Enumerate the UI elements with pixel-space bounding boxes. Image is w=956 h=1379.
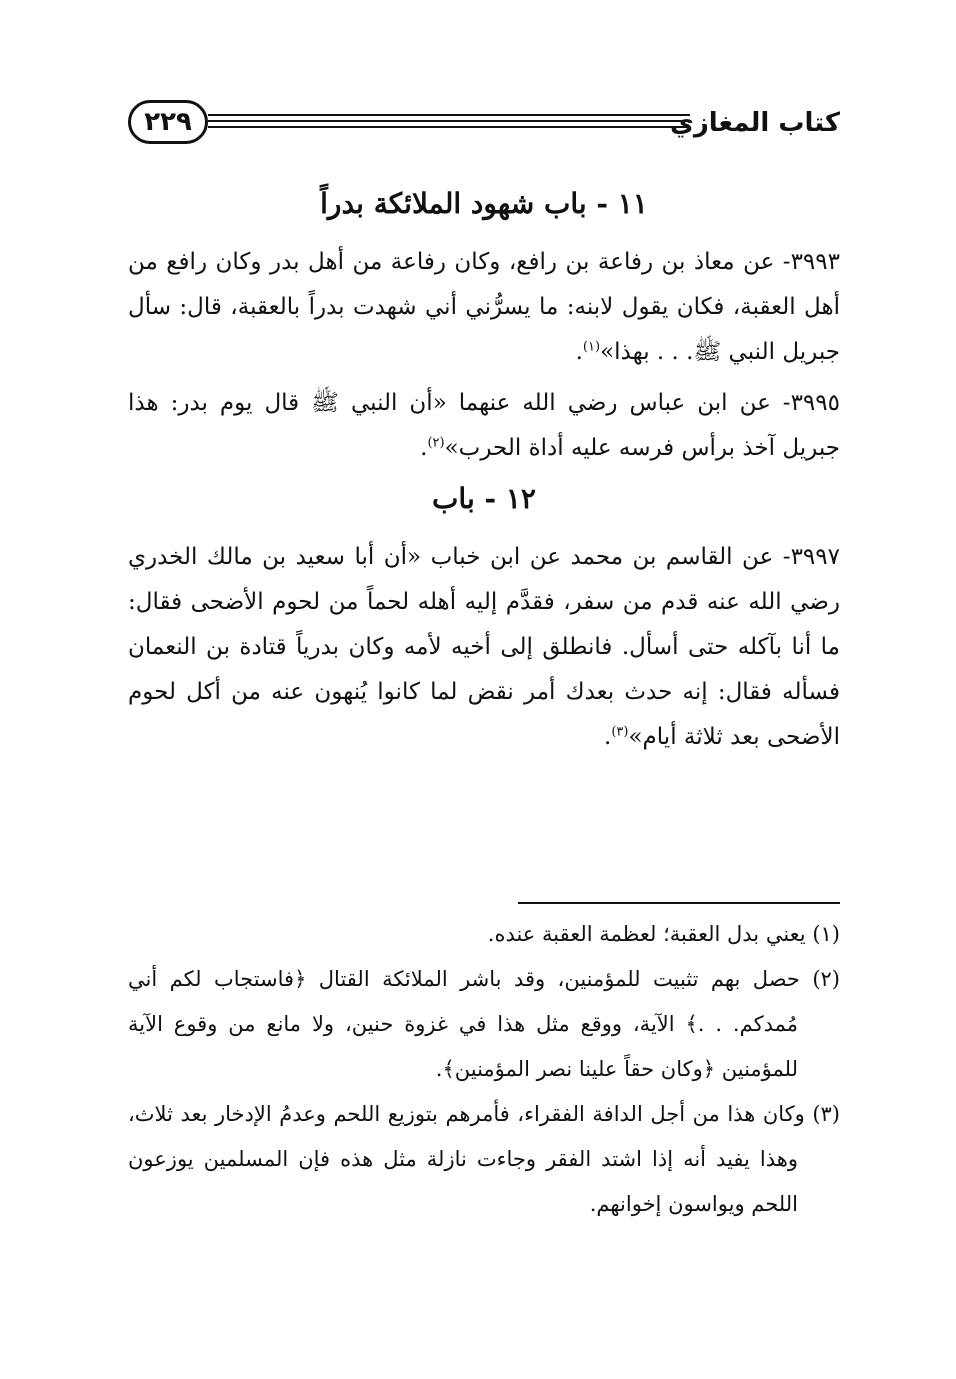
hadith-tail: . — [575, 339, 583, 365]
hadith-paragraph — [128, 535, 840, 760]
hadith-tail: . — [420, 435, 428, 461]
hadith-paragraph — [128, 240, 840, 375]
footnote: (٢) حصل بهم تثبيت للمؤمنين، وقد باشر الملائكة القتال ﴿فاستجاب لكم أني مُمدكم. . .﴾ الآية، ووقع مثل هذا في غزوة حنين، ولا مانع من وقوع الآية للمؤمنين ﴿وكان حقاً علينا نصر المؤمنين﴾. — [128, 967, 840, 1081]
hadith-text: ٣٩٩٧- عن القاسم بن محمد عن ابن خباب «أن أبا سعيد بن مالك الخدري رضي الله عنه قدم من سفر، فقدَّم إليه أهله لحماً من لحوم الأضحى فقال: ما أنا بآكله حتى أسأل. فانطلق إلى أخيه لأمه وكان بدرياً قتادة بن النعمان فسأله فقال: إنه حدث بعدك أمر نقض لما كانوا يُنهون عنه من أكل لحوم الأضحى بعد ثلاثة أيام» — [128, 544, 840, 750]
footnote-ref: (٢) — [427, 435, 445, 451]
hadith-text: ٣٩٩٥- عن ابن عباس رضي الله عنهما «أن النبي ﷺ قال يوم بدر: هذا جبريل آخذ برأس فرسه عليه أداة الحرب» — [128, 390, 840, 461]
hadith-text: ٣٩٩٣- عن معاذ بن رفاعة بن رافع، وكان رفاعة من أهل بدر وكان رافع من أهل العقبة، فكان يقول لابنه: ما يسرُّني أني شهدت بدراً بالعقبة، قال: سأل جبريل النبي ﷺ. . . بهذا» — [128, 249, 840, 365]
footnote-ref: (١) — [582, 339, 601, 355]
footnote: (١) يعني بدل العقبة؛ لعظمة العقبة عنده. — [487, 922, 840, 946]
section-heading: ١٢ - باب — [432, 482, 536, 515]
footnotes — [128, 912, 840, 1227]
page-number: ٢٢٩ — [128, 100, 208, 144]
footnote-ref: (٣) — [611, 724, 629, 740]
footnote-separator — [518, 902, 840, 904]
hadith-paragraph — [128, 381, 840, 471]
footnote: (٣) وكان هذا من أجل الدافة الفقراء، فأمرهم بتوزيع اللحم وعدمُ الإدخار بعد ثلاث، وهذا يفيد أنه إذا اشتد الفقر وجاءت نازلة مثل هذه فإن المسلمين يوزعون اللحم ويواسون إخوانهم. — [128, 1102, 840, 1216]
page-header — [128, 100, 840, 156]
section-heading: ١١ - باب شهود الملائكة بدراً — [320, 187, 648, 220]
main-text — [128, 182, 840, 766]
book-title: كتاب المغازي — [669, 108, 840, 138]
header-rule — [208, 114, 690, 132]
hadith-tail: . — [604, 724, 612, 750]
